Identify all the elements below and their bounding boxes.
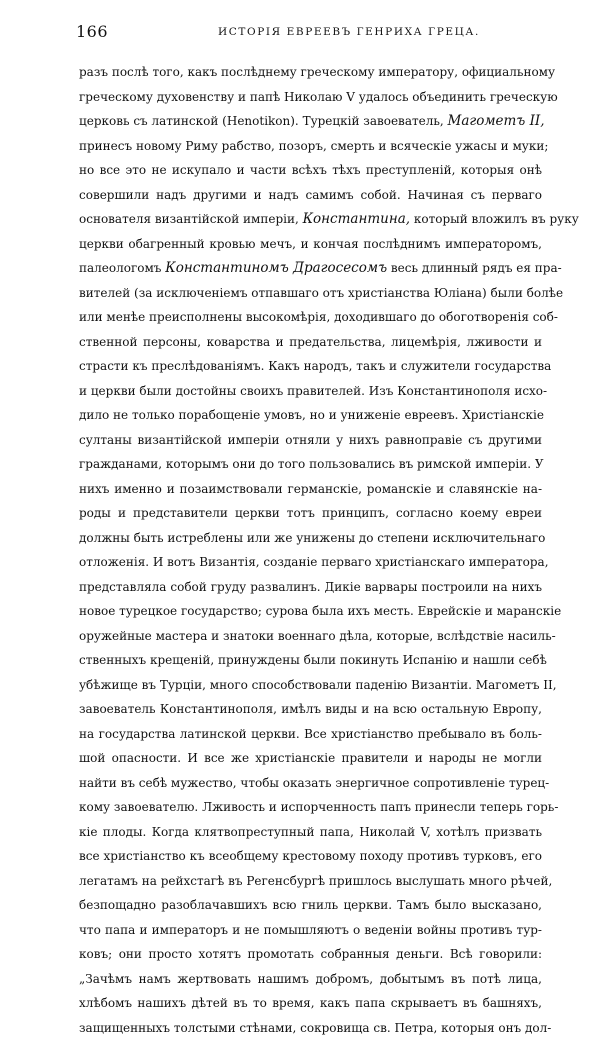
text-segment: найти въ себѣ мужество, чтобы оказать энергичное сопротивленіе турец- (79, 776, 549, 790)
text-segment: ственныхъ крещеній, принуждены были покинуть Испанію и нашли себѣ (79, 653, 547, 667)
text-segment: церкви обагренный кровью мечъ, и кончая послѣднимъ императоромъ, (79, 237, 542, 251)
text-segment: ковъ; они просто хотятъ промотать собранныя деньги. Всѣ говорили: (79, 947, 542, 961)
text-segment: церковь съ латинской (Henotikon). Турецкій завоеватель, (79, 114, 448, 128)
text-segment: легатамъ на рейхстагѣ въ Регенсбургѣ пришлось выслушать много рѣчей, (79, 874, 552, 888)
text-line (79, 795, 542, 820)
text-line (79, 1016, 542, 1040)
text-segment: все христіанство къ всеобщему крестовому походу противъ турковъ, его (79, 849, 542, 863)
text-line (79, 869, 542, 894)
text-line (79, 281, 542, 306)
text-segment: хлѣбомъ нашихъ дѣтей въ то время, какъ папа скрываетъ въ башняхъ, (79, 996, 542, 1010)
text-line (79, 918, 542, 943)
text-line (79, 820, 542, 845)
italic-name: Константиномъ Драгосесомъ (165, 260, 387, 276)
text-segment: но все это не искупало и части всѣхъ тѣхъ преступленій, которыя онѣ (79, 163, 542, 177)
text-segment: роды и представители церкви тотъ принципъ, согласно коему евреи (79, 506, 542, 520)
text-line (79, 771, 542, 796)
text-line (79, 722, 542, 747)
text-segment: ственной персоны, коварства и предательства, лицемѣрія, лживости и (79, 335, 542, 349)
text-segment: совершили надъ другими и надъ самимъ собой. Начиная съ перваго (79, 188, 542, 202)
text-line (79, 134, 542, 159)
text-segment: весь длинный рядъ ея пра- (387, 261, 562, 275)
text-line (79, 183, 542, 208)
text-segment: безпощадно разоблачавшихъ всю гниль церкви. Тамъ было высказано, (79, 898, 542, 912)
text-line (79, 624, 542, 649)
text-line (79, 403, 542, 428)
text-segment: отложенія. И вотъ Византія, созданіе перваго христіанскаго императора, (79, 555, 549, 569)
text-line (79, 550, 542, 575)
text-segment: на государства латинской церкви. Все христіанство пребывало въ боль- (79, 727, 542, 741)
text-line (79, 158, 542, 183)
text-line (79, 354, 542, 379)
text-segment: дило не только порабощеніе умовъ, но и униженіе евреевъ. Христіанскіе (79, 408, 544, 422)
text-segment: основателя византійской имперіи, (79, 212, 303, 226)
text-line (79, 599, 542, 624)
text-segment: гражданами, которымъ они до того пользовались въ римской имперіи. У (79, 457, 544, 471)
text-line (79, 85, 542, 110)
text-segment: должны быть истреблены или же унижены до степени исключительнаго (79, 531, 545, 545)
text-line (79, 60, 542, 85)
italic-name: Константина, (303, 211, 411, 227)
text-segment: греческому духовенству и папѣ Николаю V удалось объединить греческую (79, 90, 558, 104)
text-line (79, 109, 542, 134)
text-line (79, 526, 542, 551)
text-segment: разъ послѣ того, какъ послѣднему греческому императору, официальному (79, 65, 555, 79)
text-segment: шой опасности. И все же христіанскіе правители и народы не могли (79, 751, 542, 765)
text-line (79, 501, 542, 526)
text-segment: „Зачѣмъ намъ жертвовать нашимъ добромъ, добытымъ въ потѣ лица, (79, 972, 542, 986)
text-line (79, 256, 542, 281)
text-line (79, 452, 542, 477)
text-segment: что папа и императоръ и не помышляютъ о веденіи войны противъ тур- (79, 923, 542, 937)
text-line (79, 575, 542, 600)
page-number: 166 (76, 22, 108, 41)
text-segment: палеологомъ (79, 261, 165, 275)
text-segment: убѣжище въ Турціи, много способствовали паденію Византіи. Магометъ II, (79, 678, 557, 692)
text-segment: принесъ новому Риму рабство, позоръ, смерть и всяческіе ужасы и муки; (79, 139, 548, 153)
text-line (79, 673, 542, 698)
text-segment: султаны византійской имперіи отняли у нихъ равноправіе съ другими (79, 433, 542, 447)
italic-name: Магометъ II, (448, 113, 545, 129)
text-line (79, 330, 542, 355)
text-segment: нихъ именно и позаимствовали германскіе, романскіе и славянскіе на- (79, 482, 542, 496)
running-title: ИСТОРІЯ ЕВРЕЕВЪ ГЕНРИХА ГРЕЦА. (218, 26, 480, 38)
text-line (79, 379, 542, 404)
text-line (79, 844, 542, 869)
text-segment: кому завоевателю. Лживость и испорченность папъ принесли теперь горь- (79, 800, 558, 814)
page-header (76, 22, 542, 44)
text-line (79, 967, 542, 992)
text-line (79, 428, 542, 453)
text-segment: кіе плоды. Когда клятвопреступный папа, Николай V, хотѣлъ призвать (79, 825, 542, 839)
text-segment: вителей (за исключеніемъ отпавшаго отъ христіанства Юліана) были болѣе (79, 286, 563, 300)
text-line (79, 991, 542, 1016)
text-line (79, 942, 542, 967)
text-line (79, 697, 542, 722)
text-line (79, 746, 542, 771)
text-segment: новое турецкое государство; сурова была ихъ месть. Еврейскіе и маранскіе (79, 604, 561, 618)
text-segment: завоеватель Константинополя, имѣлъ виды и на всю остальную Европу, (79, 702, 542, 716)
text-segment: который вложилъ въ руку (410, 212, 579, 226)
text-segment: представляла собой груду развалинъ. Дикіе варвары построили на нихъ (79, 580, 542, 594)
text-segment: страсти къ преслѣдованіямъ. Какъ народъ, такъ и служители государства (79, 359, 551, 373)
text-line (79, 232, 542, 257)
text-segment: или менѣе преисполнены высокомѣрія, доходившаго до обоготворенія соб- (79, 310, 558, 324)
text-line (79, 305, 542, 330)
text-line (79, 477, 542, 502)
body-text (79, 60, 542, 1040)
text-line (79, 893, 542, 918)
text-segment: защищенныхъ толстыми стѣнами, сокровища св. Петра, которыя онъ дол- (79, 1021, 551, 1035)
text-line (79, 207, 542, 232)
text-line (79, 648, 542, 673)
text-segment: оружейные мастера и знатоки военнаго дѣла, которые, вслѣдствіе насиль- (79, 629, 556, 643)
text-segment: и церкви были достойны своихъ правителей. Изъ Константинополя исхо- (79, 384, 547, 398)
